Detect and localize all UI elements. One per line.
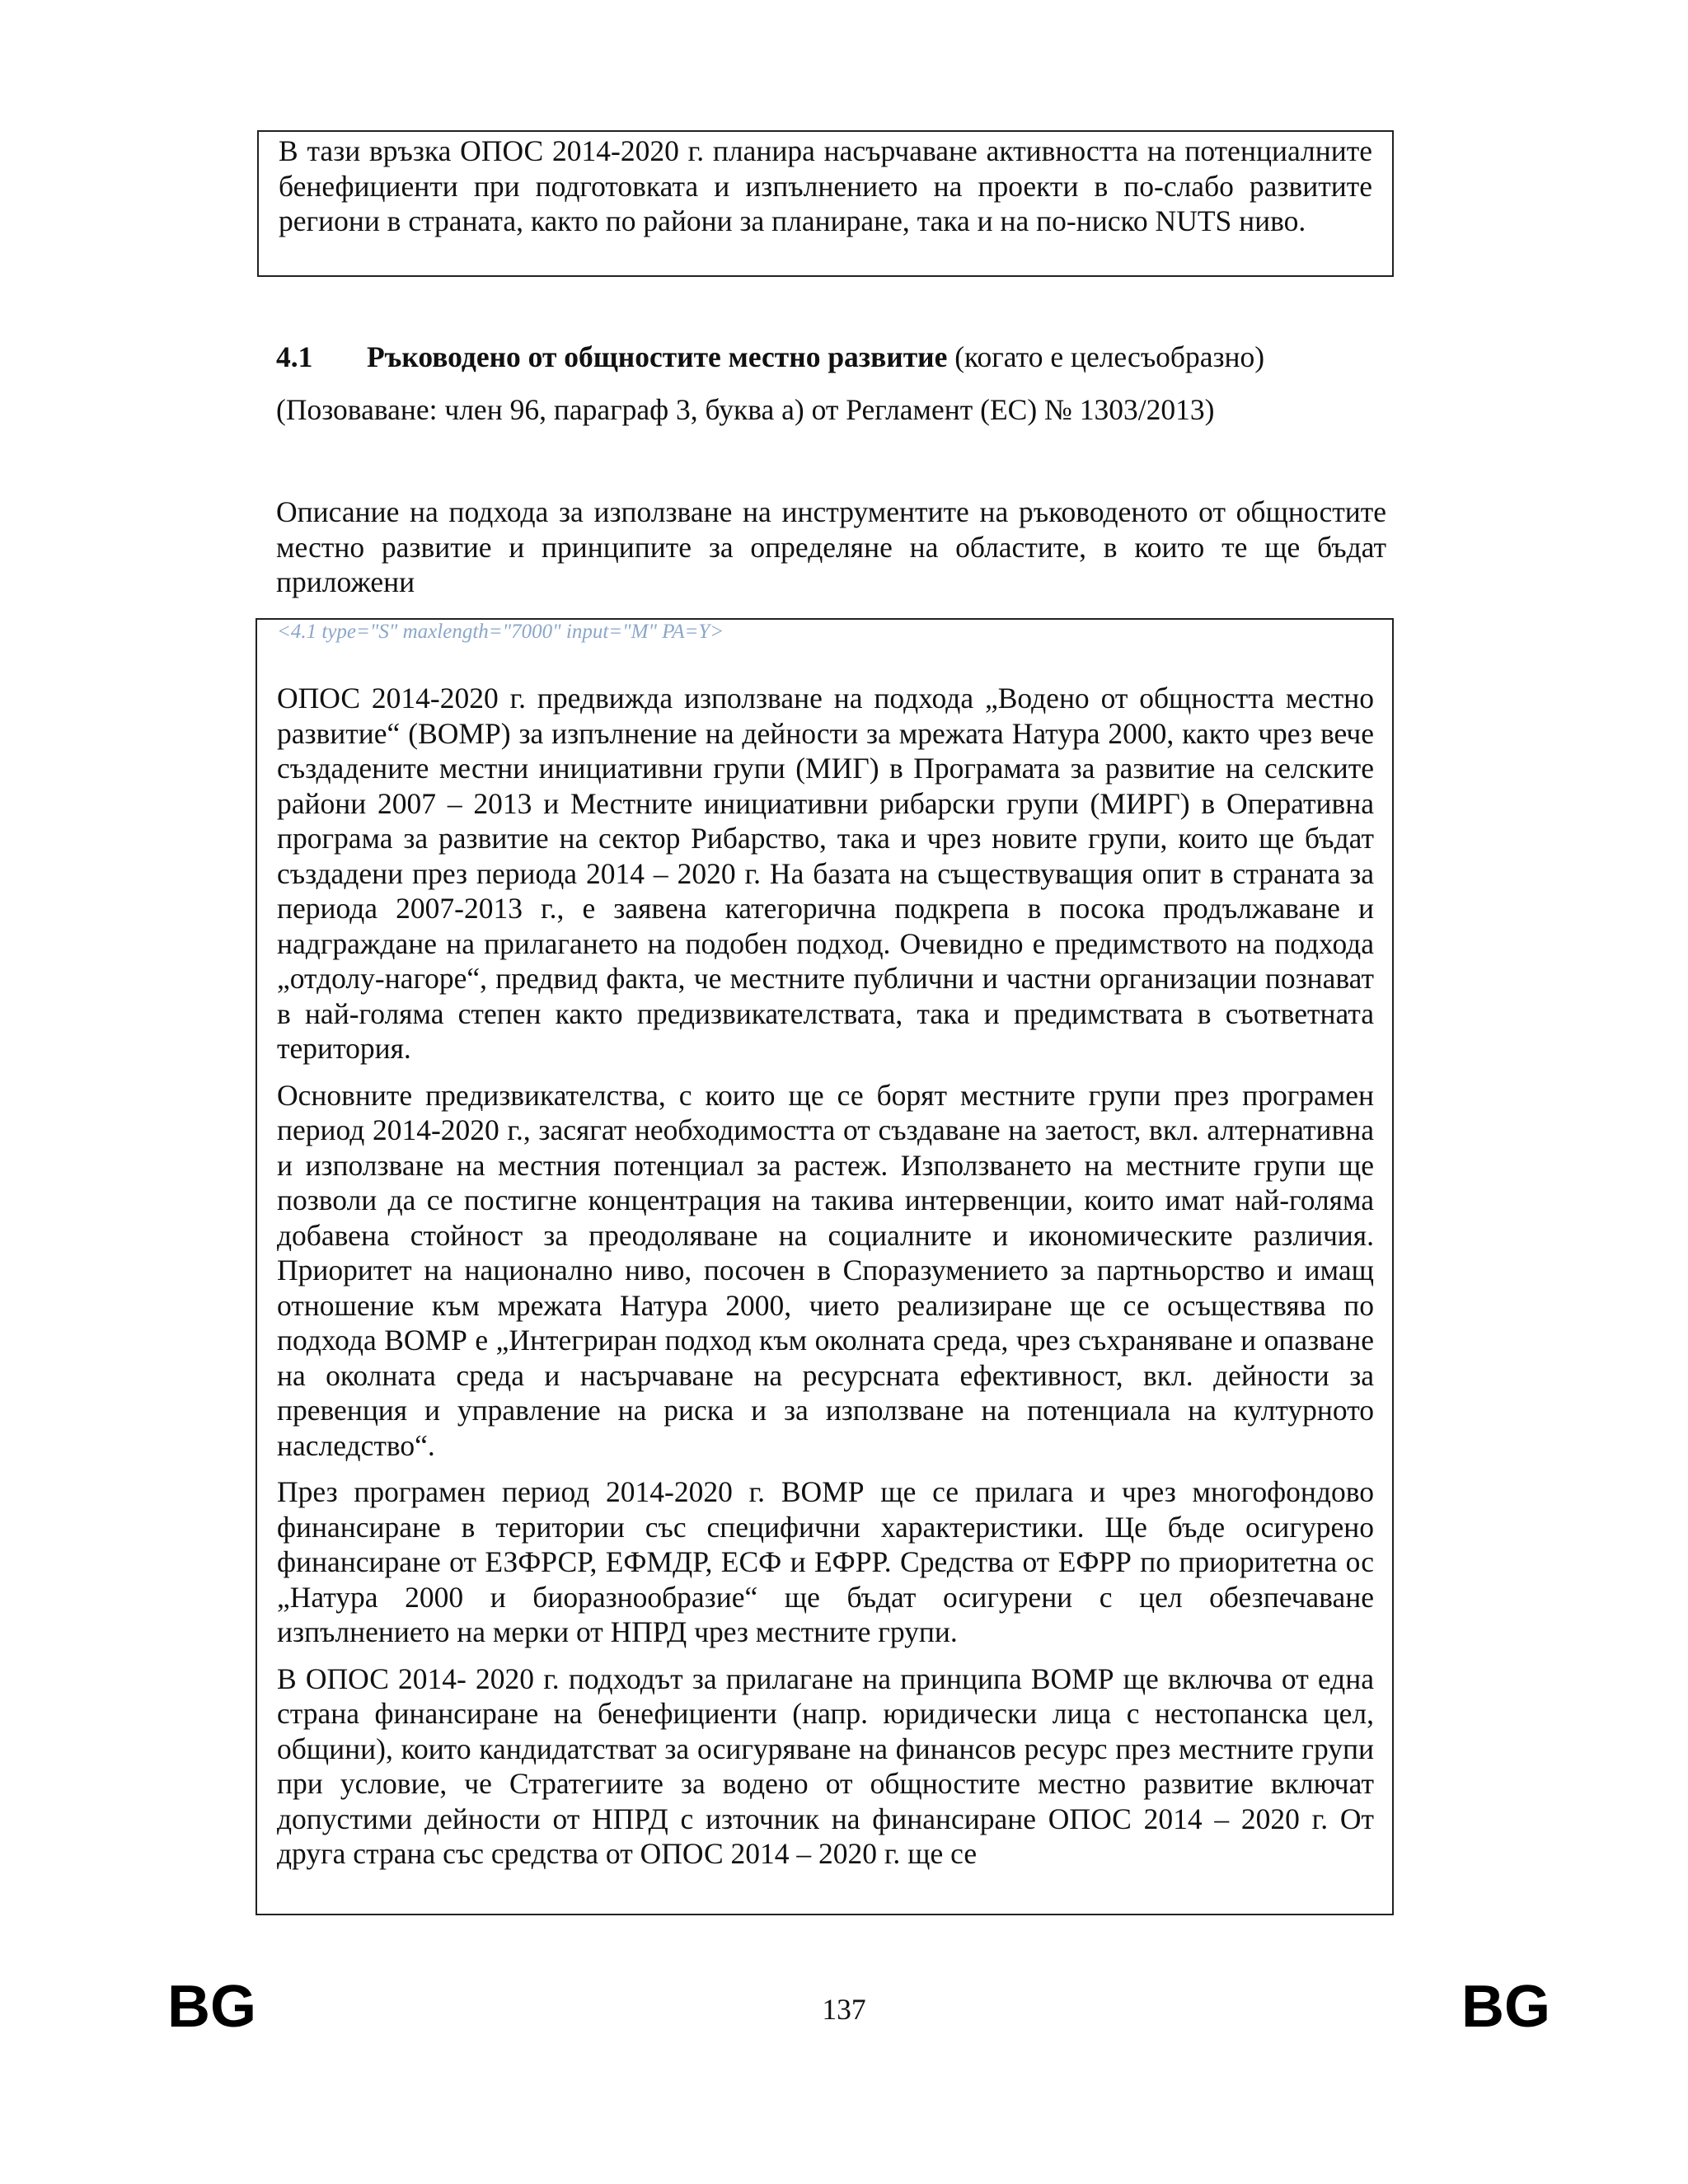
main-text-box: [256, 618, 1394, 1915]
section-heading: [276, 340, 1264, 374]
body-paragraph: Основните предизвикателства, с които ще се борят местните групи през програмен период 2014-2020 г., засягат необходимостта от създаване на заетост, вкл. алтернативна и използване на местния потенциал за растеж. Използването на местните групи ще позволи да се постигне концентрация на такива интервенции, които имат най-голяма добавена стойност за преодоляване на социалните и икономическите различия. Приоритет на национално ниво, посочен в Споразумението за партньорство и имащ отношение към мрежата Натура 2000, чието реализиране ще се осъществява по подхода ВОМР е „Интегриран подход към околната среда, чрез съхраняване и опазване на околната среда и насърчаване на ресурсната ефективност, вкл. дейности за превенция и управление на риска и за използване на потенциала на културното наследство“.: [277, 1078, 1374, 1462]
body-paragraph: В ОПОС 2014- 2020 г. подходът за прилагане на принципа ВОМР ще включва от една страна финансиране на бенефициенти (напр. юридически лица с нестопанска цел, общини), които кандидатстват за осигуряване на финансов ресурс през местните групи при условие, че Стратегиите за водено от общностите местно развитие включат допустими дейности от НПРД с източник на финансиране ОПОС 2014 – 2020 г. От друга страна със средства от ОПОС 2014 – 2020 г. ще се: [277, 1661, 1374, 1870]
page-number: 137: [822, 1993, 866, 2026]
section-number: 4.1: [276, 340, 313, 373]
section-title: Ръководено от общностите местно развитие: [367, 340, 948, 373]
field-tag: <4.1 type="S" maxlength="7000" input="M" PA=Y>: [277, 621, 724, 643]
section-qualifier: (когато е целесъобразно): [947, 340, 1265, 373]
top-text-box: [257, 130, 1394, 277]
language-label-right: BG: [1461, 1974, 1550, 2040]
language-label-left: BG: [167, 1974, 256, 2040]
top-box-paragraph: В тази връзка ОПОС 2014-2020 г. планира насърчаване активността на потенциалните бенефициенти при подготовката и изпълнението на проекти в по-слабо развитите региони в страната, както по райони за планиране, така и на по-ниско NUTS ниво.: [279, 134, 1372, 237]
section-description: Описание на подхода за използване на инструментите на ръководеното от общностите местно развитие и принципите за определяне на областите, в които те ще бъдат приложени: [276, 495, 1386, 598]
body-paragraph: През програмен период 2014-2020 г. ВОМР ще се прилага и чрез многофондово финансиране в територии със специфични характеристики. Ще бъде осигурено финансиране от ЕЗФРСР, ЕФМДР, ЕСФ и ЕФРР. Средства от ЕФРР по приоритетна ос „Натура 2000 и биоразнообразие“ ще бъдат осигурени с цел обезпечаване изпълнението на мерки от НПРД чрез местните групи.: [277, 1475, 1374, 1648]
regulation-reference: (Позоваване: член 96, параграф 3, буква а) от Регламент (ЕС) № 1303/2013): [276, 393, 1215, 426]
body-paragraph: ОПОС 2014-2020 г. предвижда използване на подхода „Водено от общността местно развитие“ (ВОМР) за изпълнение на дейности за мрежата Натура 2000, както чрез вече създадените местни инициативни групи (МИГ) в Програмата за развитие на селските райони 2007 – 2013 и Местните инициативни рибарски групи (МИРГ) в Оперативна програма за развитие на сектор Рибарство, така и чрез новите групи, които ще бъдат създадени през периода 2014 – 2020 г. На базата на съществуващия опит в страната за периода 2007-2013 г., е заявена категорична подкрепа в посока продължаване и надграждане на прилагането на подобен подход. Очевидно е предимството на подхода „отдолу-нагоре“, предвид факта, че местните публични и частни организации познават в най-голяма степен както предизвикателствата, така и предимствата в съответната територия.: [277, 682, 1374, 1065]
